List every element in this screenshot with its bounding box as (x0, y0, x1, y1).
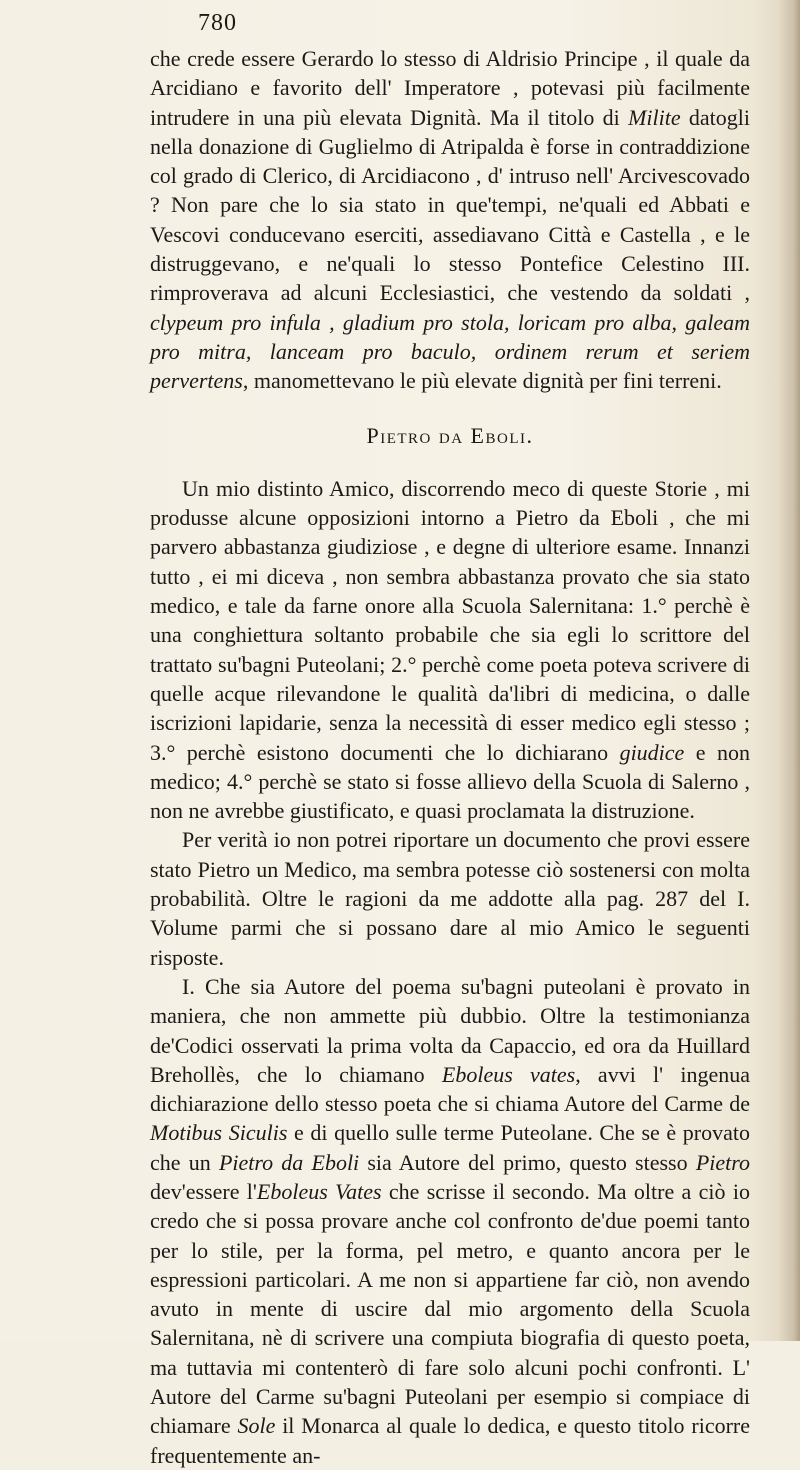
page-number: 780 (198, 10, 237, 36)
paragraph-4: I. Che sia Autore del poema su'bagni puteolani è provato in maniera, che non ammette più dubbio. Oltre la testimonianza de'Codici osservati la prima volta da Capaccio, ed ora da Huillard Brehollès, che lo chiamano Eboleus vates, avvi l' ingenua dichiarazione dello stesso poeta che si chiama Autore del Carme de Motibus Siculis e di quello sulle terme Puteolane. Che se è provato che un Pietro da Eboli sia Autore del primo, questo stesso Pietro dev'essere l'Eboleus Vates che scrisse il secondo. Ma oltre a ciò io credo che si possa provare anche col confronto de'due poemi tanto per lo stile, per la forma, pel metro, e quanto ancora per le espressioni particolari. A me non si appartiene far ciò, non avendo avuto in mente di uscire dal mio argomento della Scuola Salernitana, nè di scrivere una compiuta biografia di questo poeta, ma tuttavia mi contenterò di fare solo alcuni pochi confronti. L' Autore del Carme su'bagni Puteolani per esempio si compiace di chiamare Sole il Monarca al quale lo dedica, e questo titolo ricorre frequentemente an- (150, 973, 750, 1468)
page-edge-shadow (778, 0, 800, 1341)
paragraph-1: che crede essere Gerardo lo stesso di Aldrisio Principe , il quale da Arcidiano e favorito dell' Imperatore , potevasi più facilmente intrudere in una più elevata Dignità. Ma il titolo di Milite datogli nella donazione di Guglielmo di Atripalda è forse in contraddizione col grado di Clerico, di Arcidiacono , d' intruso nell' Arcivescovado ? Non pare che lo sia stato in que'tempi, ne'quali ed Abbati e Vescovi conducevano eserciti, assediavano Città e Castella , e le distruggevano, e ne'quali lo stesso Pontefice Celestino III. rimproverava ad alcuni Ecclesiastici, che vestendo da soldati , clypeum pro infula , gladium pro stola, loricam pro alba, galeam pro mitra, lanceam pro baculo, ordinem rerum et seriem pervertens, manomettevano le più elevate dignità per fini terreni. (150, 46, 751, 394)
section-title: Pietro da Eboli. (366, 422, 534, 448)
paragraph-3: Per verità io non potrei riportare un documento che provi essere stato Pietro un Medico, ma sembra potesse ciò sostenersi con molta probabilità. Oltre le ragioni da me addotte alla pag. 287 del I. Volume parmi che si possano dare al mio Amico le seguenti risposte. (150, 827, 750, 970)
paragraph-2: Un mio distinto Amico, discorrendo meco di queste Storie , mi produsse alcune opposizioni intorno a Pietro da Eboli , che mi parvero abbastanza giudiziose , e degne di ulteriore esame. Innanzi tutto , ei mi diceva , non sembra abbastanza provato che sia stato medico, e tale da farne onore alla Scuola Salernitana: 1.° perchè è una conghiettura soltanto probabile che sia egli lo scrittore del trattato su'bagni Puteolani; 2.° perchè come poeta poteva scrivere di quelle acque rilevandone le qualità da'libri di medicina, o dalle iscrizioni lapidarie, senza la necessità di esser medico egli stesso ; 3.° perchè esistono documenti che lo dichiarano giudice e non medico; 4.° perchè se stato si fosse allievo della Scuola di Salerno , non ne avrebbe giustificato, e quasi proclamata la distruzione. (150, 475, 750, 824)
body-text (150, 44, 750, 1470)
